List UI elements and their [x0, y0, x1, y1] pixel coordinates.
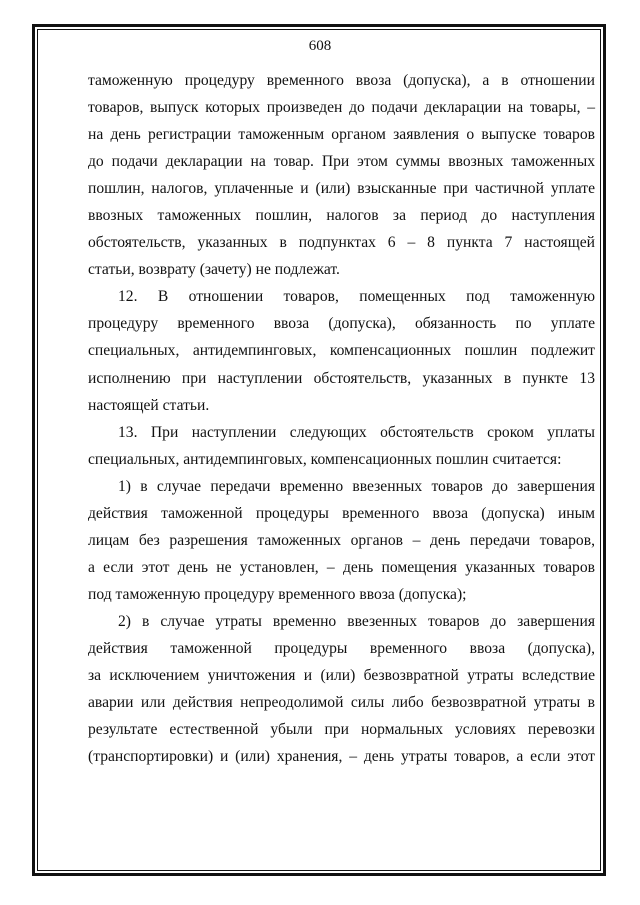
text-line: обстоятельств, указанных в подпунктах 6 – 8 пункта 7 настоящей: [88, 234, 595, 252]
text-line: а если этот день не установлен, – день помещения указанных товаров: [88, 558, 595, 576]
text-line: специальных, антидемпинговых, компенсационных пошлин считается:: [88, 450, 562, 468]
text-line: 12. В отношении товаров, помещенных под таможенную: [118, 288, 595, 306]
text-line: товаров, выпуск которых произведен до подачи декларации на товары, –: [88, 99, 595, 117]
text-line: настоящей статьи.: [88, 396, 210, 414]
text-line: специальных, антидемпинговых, компенсационных пошлин подлежит: [88, 342, 595, 360]
text-line: 2) в случае утраты временно ввезенных товаров до завершения: [118, 612, 595, 630]
text-line: под таможенную процедуру временного ввоза (допуска);: [88, 585, 467, 603]
text-line: ввозных таможенных пошлин, налогов за период до наступления: [88, 207, 595, 225]
text-line: (транспортировки) и (или) хранения, – день утраты товаров, а если этот: [88, 748, 595, 766]
text-line: на день регистрации таможенным органом заявления о выпуске товаров: [88, 126, 595, 144]
text-line: статьи, возврату (зачету) не подлежат.: [88, 261, 340, 279]
text-line: до подачи декларации на товар. При этом суммы ввозных таможенных: [88, 153, 595, 171]
text-line: аварии или действия непреодолимой силы либо безвозвратной утраты в: [88, 694, 595, 712]
text-line: за исключением уничтожения и (или) безвозвратной утраты вследствие: [88, 667, 595, 685]
text-line: лицам без разрешения таможенных органов – день передачи товаров,: [88, 531, 595, 549]
text-line: процедуру временного ввоза (допуска), обязанность по уплате: [88, 315, 595, 333]
text-line: действия таможенной процедуры временного ввоза (допуска) иным: [88, 504, 595, 522]
text-line: 13. При наступлении следующих обстоятельств сроком уплаты: [118, 423, 595, 441]
text-line: действия таможенной процедуры временного ввоза (допуска),: [88, 639, 595, 657]
text-line: результате естественной убыли при нормальных условиях перевозки: [88, 721, 595, 739]
text-line: 1) в случае передачи временно ввезенных товаров до завершения: [118, 477, 595, 495]
text-line: пошлин, налогов, уплаченные и (или) взысканные при частичной уплате: [88, 180, 595, 198]
text-line: таможенную процедуру временного ввоза (допуска), а в отношении: [88, 72, 595, 89]
text-line: исполнению при наступлении обстоятельств, указанных в пункте 13: [88, 369, 595, 387]
document-body: [88, 67, 595, 770]
page-number: 608: [308, 38, 332, 54]
